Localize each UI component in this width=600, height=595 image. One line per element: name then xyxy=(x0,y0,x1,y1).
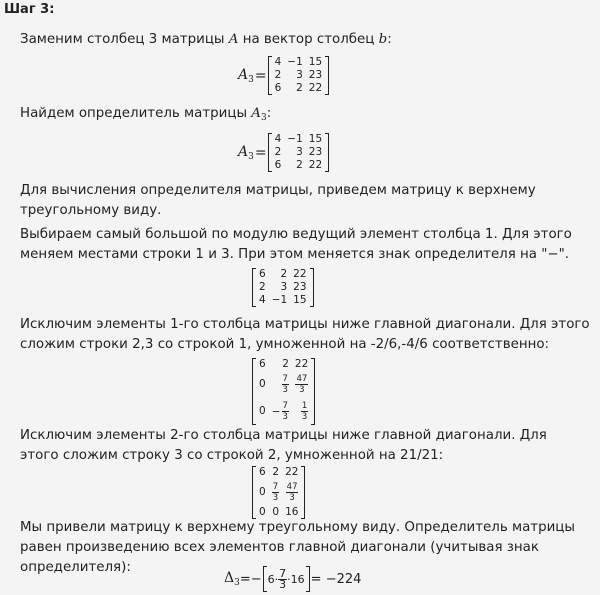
matrix-cell: 2 xyxy=(296,82,303,94)
eliminate-column2-text: Исключим элементы 2-го столбца матрицы ниже главной диагонали. Для этого сложим строку 3 со строкой 2, умноженной на 21/21: xyxy=(20,428,547,463)
conclusion-text: Мы привели матрицу к верхнему треугольному виду. Определитель матрицы равен произведению всех элементов главной диагонали (учитывая знак определителя): xyxy=(20,520,575,575)
matrix-cell: 2 xyxy=(274,146,282,158)
matrix-row xyxy=(256,479,301,506)
matrix-cell: 23 xyxy=(308,146,323,158)
fraction: $\frac{1}{3}$ xyxy=(301,401,308,422)
matrix-row xyxy=(256,268,310,281)
matrix-cell: 16 xyxy=(285,506,299,518)
matrix-cell: 2 xyxy=(296,159,303,171)
fraction: $\frac{7}{3}$ xyxy=(272,482,279,503)
matrix-swapped-block xyxy=(252,268,314,307)
matrix-row xyxy=(272,146,326,159)
matrix-row xyxy=(272,133,326,146)
matrix-cell: 22 xyxy=(308,82,323,94)
fraction: $\frac{7}{3}$ xyxy=(282,401,288,422)
matrix-row xyxy=(272,159,326,172)
matrix-cell: 0 xyxy=(259,378,266,390)
matrix-step1 xyxy=(252,358,315,425)
matrix-step2-block xyxy=(252,466,305,519)
matrix-a3 xyxy=(268,56,330,95)
matrix-cell xyxy=(282,479,301,506)
matrix-row xyxy=(256,281,310,294)
determinant-value: = −224 xyxy=(310,571,362,587)
matrix-cell: 3 xyxy=(280,281,288,293)
matrix-cell: 3 xyxy=(296,69,303,81)
determinant-result xyxy=(224,566,361,592)
fraction: $\frac{47}{3}$ xyxy=(286,482,298,503)
matrix-a3-det-block xyxy=(238,133,329,172)
matrix-cell: 2 xyxy=(274,69,282,81)
matrix-cell: 22 xyxy=(285,466,299,478)
matrix-row xyxy=(272,69,326,82)
step-title: Шаг 3: xyxy=(4,2,55,17)
matrix-cell: 0 xyxy=(272,506,280,518)
replace-column-text: Заменим столбец 3 матрицы A на вектор столбец b: xyxy=(20,32,392,47)
matrix-cell: −1 xyxy=(287,56,303,68)
matrix-row xyxy=(272,82,326,95)
matrix-row xyxy=(272,56,326,69)
matrix-cell: 6 xyxy=(259,466,266,478)
matrix-cell: 22 xyxy=(293,268,307,280)
matrix-cell: 0 xyxy=(259,486,266,498)
matrix-cell: 23 xyxy=(293,281,307,293)
matrix-cell: 6 xyxy=(259,268,266,280)
matrix-cell: 4 xyxy=(259,294,266,306)
determinant-symbol: $\Delta_3$ xyxy=(224,570,240,588)
matrix-swapped xyxy=(252,268,314,307)
matrix-row xyxy=(256,466,301,479)
matrix-cell: 4 xyxy=(274,133,282,145)
matrix-cell: 3 xyxy=(296,146,303,158)
matrix-row xyxy=(256,398,311,425)
matrix-cell: 4 xyxy=(274,56,282,68)
matrix-cell: −1 xyxy=(271,294,288,306)
triangular-form-text: Для вычисления определителя матрицы, приведем матрицу к верхнему треугольному виду. xyxy=(20,183,536,218)
matrix-cell: 0 xyxy=(259,506,266,518)
find-determinant-text: Найдем определитель матрицы $A_3$: xyxy=(20,106,272,123)
fraction: $\frac{7}{3}$ xyxy=(279,566,287,591)
matrix-a3-label: $A_3$ xyxy=(238,143,254,162)
equals-sign: = xyxy=(254,67,267,84)
matrix-cell xyxy=(292,398,311,425)
matrix-row xyxy=(256,371,311,398)
matrix-row xyxy=(256,358,311,371)
matrix-step2 xyxy=(252,466,305,519)
matrix-a3-block xyxy=(238,56,329,95)
matrix-a3-label: $A_3$ xyxy=(238,66,254,85)
matrix-cell: 2 xyxy=(259,281,266,293)
diagonal-product: 6 · $\frac{7}{3}$ · 16 xyxy=(263,566,310,592)
equals-sign: = xyxy=(254,144,267,161)
matrix-cell: 23 xyxy=(308,69,323,81)
matrix-cell: 6 xyxy=(259,358,266,370)
matrix-cell: 2 xyxy=(282,358,289,370)
matrix-cell: 6 xyxy=(274,82,282,94)
matrix-cell: 0 xyxy=(259,405,266,417)
matrix-step1-block xyxy=(252,358,315,425)
matrix-cell: −1 xyxy=(287,133,303,145)
matrix-cell: 22 xyxy=(308,159,323,171)
matrix-cell xyxy=(269,371,292,398)
matrix-cell xyxy=(292,371,311,398)
pivot-choice-text: Выбираем самый большой по модулю ведущий элемент столбца 1. Для этого меняем местами строки 1 и 3. При этом меняется знак определителя на "−". xyxy=(20,227,572,262)
matrix-cell: 15 xyxy=(293,294,307,306)
matrix-cell: 6 xyxy=(274,159,282,171)
minus-sign: − xyxy=(250,571,262,587)
matrix-cell: 22 xyxy=(294,358,309,370)
equals-sign: = xyxy=(239,571,251,587)
matrix-cell: 2 xyxy=(280,268,288,280)
matrix-cell xyxy=(269,479,282,506)
matrix-cell: 2 xyxy=(272,466,280,478)
matrix-cell: 15 xyxy=(308,56,323,68)
fraction: $\frac{7}{3}$ xyxy=(282,374,288,395)
matrix-row xyxy=(256,294,310,307)
matrix-cell: 15 xyxy=(308,133,323,145)
matrix-cell: − $\frac{7}{3}$ xyxy=(271,401,288,422)
fraction: $\frac{47}{3}$ xyxy=(296,374,308,395)
matrix-a3-copy xyxy=(268,133,330,172)
eliminate-column1-text: Исключим элементы 1-го столбца матрицы ниже главной диагонали. Для этого сложим строки 2,3 со строкой 1, умноженной на -2/6,-4/6 соответственно: xyxy=(20,317,590,352)
